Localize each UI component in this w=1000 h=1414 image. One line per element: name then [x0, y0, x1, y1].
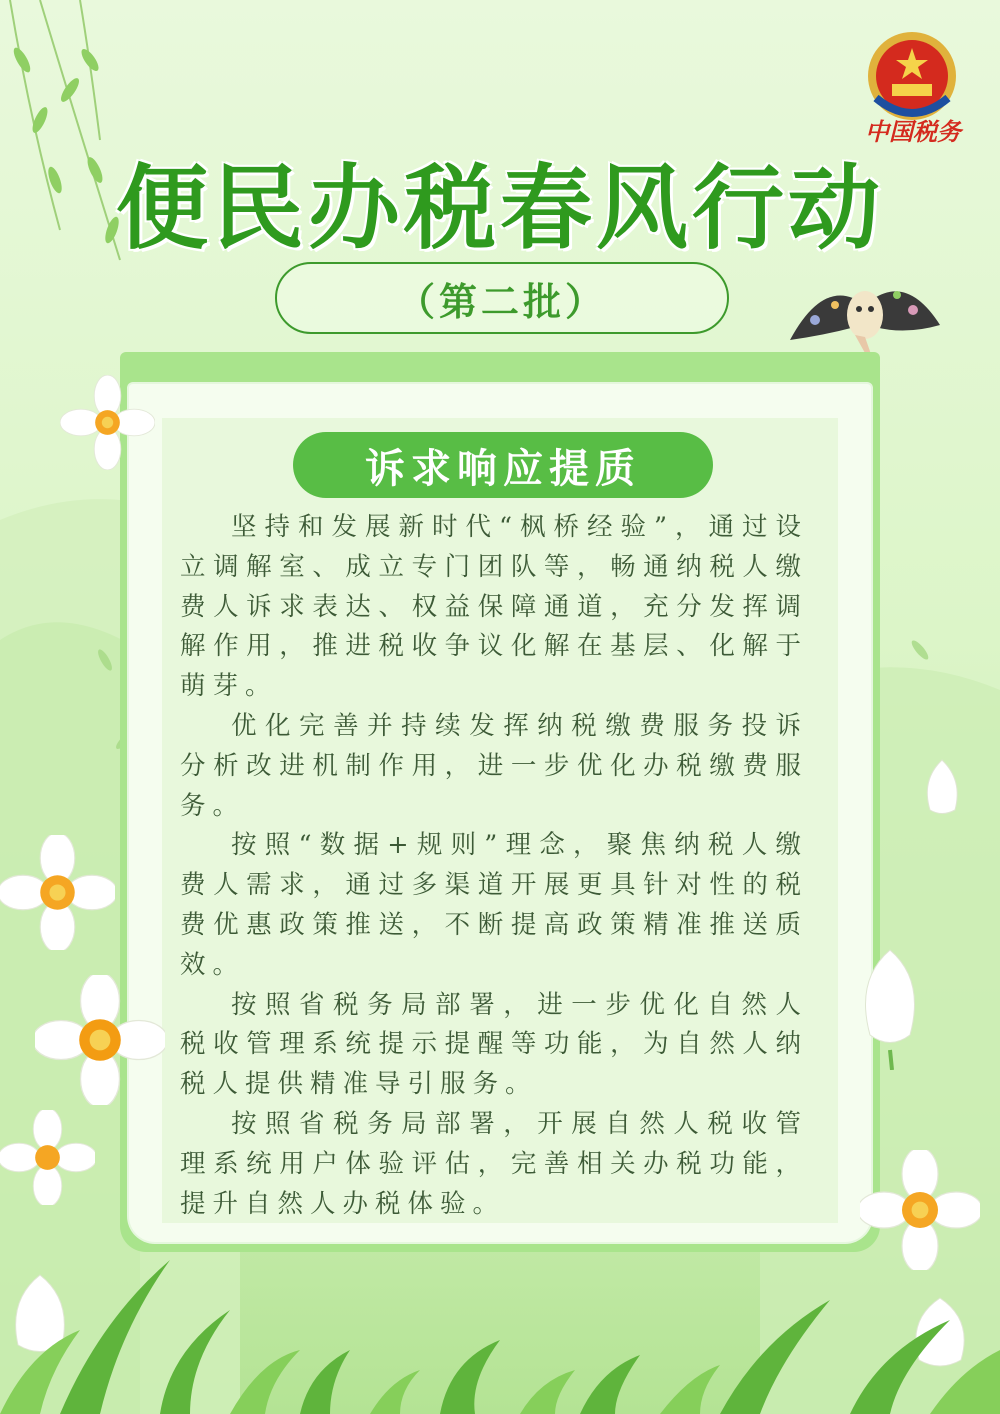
narcissus-flower-icon	[0, 1110, 95, 1205]
subtitle-badge: （第二批）	[275, 262, 729, 334]
section-body	[180, 508, 808, 1224]
narcissus-flower-icon	[0, 835, 115, 950]
paragraph: 按照省税务局部署，进一步优化自然人税收管理系统提示提醒等功能，为自然人纳税人提供精准导引服务。	[180, 989, 808, 1100]
section-heading: 诉求响应提质	[293, 432, 713, 498]
grass-icon	[0, 1240, 1000, 1414]
paragraph: 坚持和发展新时代“枫桥经验”，通过设立调解室、成立专门团队等，畅通纳税人缴费人诉求表达、权益保障通道，充分发挥调解作用，推进税收争议化解在基层、化解于萌芽。	[180, 512, 808, 702]
page-title: 便民办税春风行动	[115, 155, 884, 262]
paragraph: 优化完善并持续发挥纳税缴费服务投诉分析改进机制作用，进一步优化办税缴费服务。	[180, 710, 808, 821]
narcissus-flower-icon	[35, 975, 165, 1105]
paragraph: 按照省税务局部署，开展自然人税收管理系统用户体验评估，完善相关办税功能，提升自然人办税体验。	[180, 1108, 808, 1219]
paragraph: 按照“数据+规则”理念，聚焦纳税人缴费人需求，通过多渠道开展更具针对性的税费优惠政策推送，不断提高政策精准推送质效。	[180, 830, 808, 980]
emblem-caption: 中国税务	[865, 117, 961, 146]
flower-bud-icon	[840, 940, 940, 1070]
flower-bud-icon	[915, 755, 970, 830]
narcissus-flower-icon	[60, 375, 155, 470]
